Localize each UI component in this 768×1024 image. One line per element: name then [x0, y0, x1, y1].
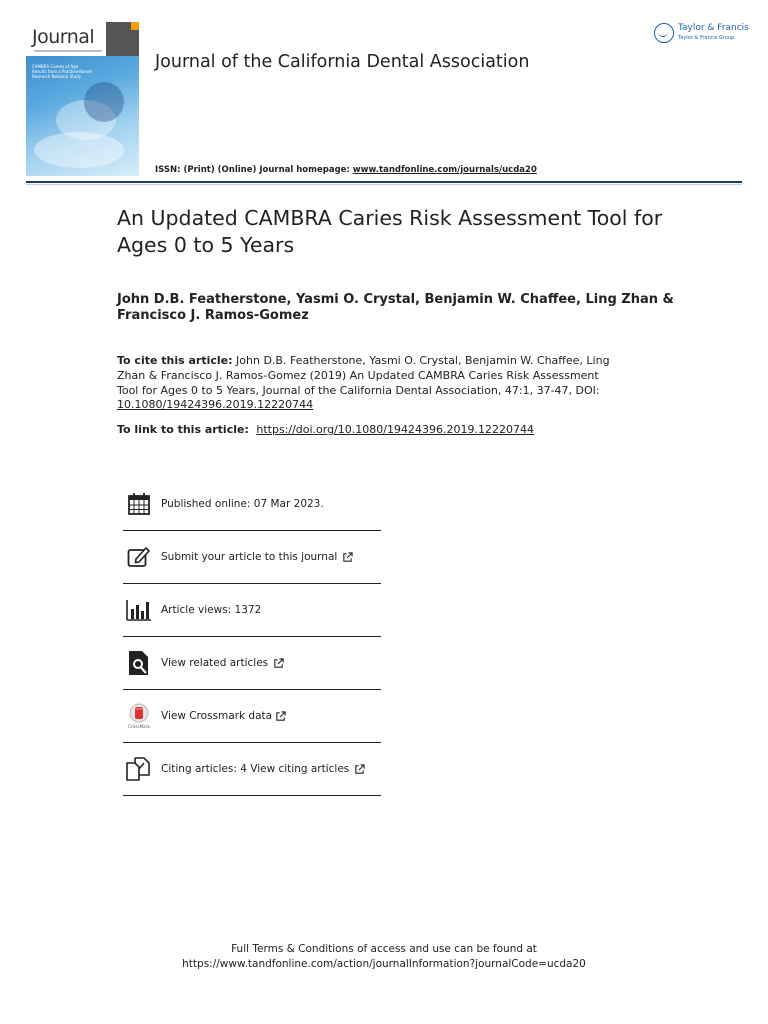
terms-url-link[interactable]: https://www.tandfonline.com/action/journalInformation?journalCode=ucda20: [182, 958, 586, 970]
external-link-icon: [275, 707, 286, 726]
external-link-icon: [354, 760, 365, 779]
publisher-group: Taylor & Francis Group: [678, 35, 735, 41]
document-search-icon: [125, 649, 153, 677]
citation-block: [117, 354, 617, 413]
article-authors: John D.B. Featherstone, Yasmi O. Crystal, Benjamin W. Chaffee, Ling Zhan & Francisco J. Ramos-Gomez: [117, 292, 674, 323]
meta-related[interactable]: [123, 637, 381, 690]
journal-title: Journal of the California Dental Association: [155, 52, 530, 72]
cover-headline: CAMBRA Comes of Age Results from a Practice-Based Research Network Study: [32, 64, 92, 79]
citing-articles-icon: [125, 755, 153, 783]
article-link-label: To link to this article:: [117, 423, 249, 436]
citation-text: John D.B. Featherstone, Yasmi O. Crystal, Benjamin W. Chaffee, Ling Zhan & Francisco J. Ramos-Gomez (2019) An Updated CAMBRA Caries Risk Assessment Tool for Ages 0 to 5 Years, Journal of the California Dental Association, 47:1, 37-47, DOI:: [117, 354, 610, 397]
article-views: Article views: 1372: [161, 604, 262, 616]
crossmark-icon: [125, 702, 153, 730]
header-divider: [26, 181, 742, 183]
header-divider-thin: [26, 184, 742, 185]
journal-cover-image: [26, 22, 139, 176]
publisher-logo-icon: [654, 23, 674, 43]
issn-label: ISSN: (Print) (Online) Journal homepage:: [155, 165, 350, 175]
citation-label: To cite this article:: [117, 354, 233, 367]
issn-line: [155, 165, 537, 175]
publisher-name: Taylor & Francis: [678, 23, 749, 33]
meta-submit[interactable]: [123, 531, 381, 584]
article-doi-link[interactable]: https://doi.org/10.1080/19424396.2019.12220744: [256, 423, 534, 436]
terms-footer: [0, 942, 768, 972]
publisher-logo[interactable]: [654, 22, 749, 48]
view-related-link[interactable]: View related articles: [161, 657, 269, 669]
bar-chart-icon: [125, 596, 153, 624]
external-link-icon: [342, 548, 353, 567]
cover-subtitle-line: [34, 50, 102, 52]
citing-articles-link[interactable]: Citing articles: 4 View citing articles: [161, 763, 350, 775]
article-link-line: [117, 423, 677, 436]
calendar-icon: [125, 490, 153, 518]
cover-journal-word: Journal: [32, 26, 95, 48]
citation-doi-link[interactable]: 10.1080/19424396.2019.12220744: [117, 398, 314, 412]
meta-crossmark[interactable]: [123, 690, 381, 743]
external-link-icon: [273, 654, 284, 673]
terms-line: Full Terms & Conditions of access and use can be found at: [231, 943, 537, 955]
view-crossmark-link[interactable]: View Crossmark data: [161, 710, 273, 722]
meta-published: [123, 478, 381, 531]
article-meta-list: [123, 478, 381, 796]
crossmark-logo-text: CrossMark: [128, 724, 150, 729]
journal-homepage-link[interactable]: www.tandfonline.com/journals/ucda20: [352, 165, 537, 175]
published-date: Published online: 07 Mar 2023.: [161, 498, 324, 510]
cover-tab: [106, 22, 139, 56]
edit-icon: [125, 543, 153, 571]
article-title: An Updated CAMBRA Caries Risk Assessment Tool for Ages 0 to 5 Years: [117, 206, 663, 257]
meta-citing[interactable]: [123, 743, 381, 796]
submit-article-link[interactable]: Submit your article to this journal: [161, 551, 338, 563]
meta-views: [123, 584, 381, 637]
